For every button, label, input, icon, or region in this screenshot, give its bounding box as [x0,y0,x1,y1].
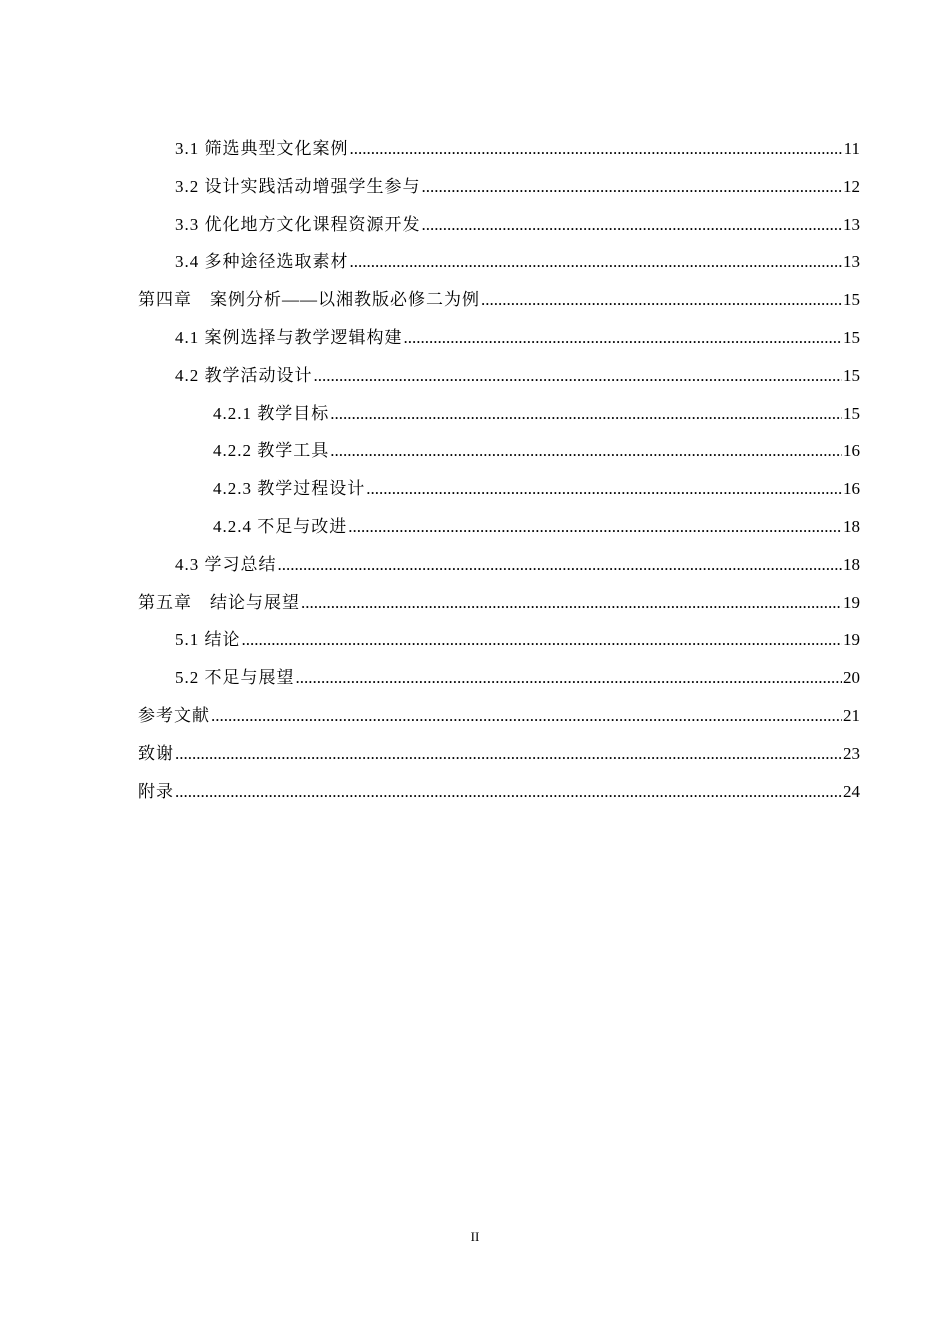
toc-entry-title: 4.3 学习总结 [175,554,277,574]
toc-entry[interactable] [138,440,860,478]
toc-page-number: 15 [843,327,860,347]
toc-dot-leader [175,781,842,803]
toc-entry-title: 4.1 案例选择与教学逻辑构建 [175,327,403,347]
toc-dot-leader [366,478,842,500]
toc-entry-title: 3.2 设计实践活动增强学生参与 [175,176,421,196]
toc-chapter-entry[interactable] [138,781,860,819]
toc-chapter-entry[interactable] [138,705,860,743]
toc-dot-leader [404,327,843,349]
toc-page-number: 16 [843,441,860,461]
toc-page-number: 24 [843,781,860,801]
toc-dot-leader [422,176,843,198]
toc-entry[interactable] [138,365,860,403]
toc-dot-leader [211,705,842,727]
toc-entry[interactable] [138,403,860,441]
toc-entry[interactable] [138,251,860,289]
toc-dot-leader [296,667,843,689]
toc-page-number: 16 [843,479,860,499]
toc-entry[interactable] [138,327,860,365]
toc-page-number: 19 [843,592,860,612]
toc-dot-leader [348,516,842,538]
toc-entry[interactable] [138,138,860,176]
toc-chapter-entry[interactable] [138,592,860,630]
toc-entry[interactable] [138,667,860,705]
toc-dot-leader [175,743,842,765]
toc-dot-leader [242,629,843,651]
toc-entry[interactable] [138,629,860,667]
toc-dot-leader [481,289,842,311]
toc-entry-title: 4.2.2 教学工具 [213,441,330,461]
toc-entry-title: 致谢 [138,743,174,763]
toc-page-number: 12 [843,176,860,196]
toc-page-number: 11 [843,139,860,158]
toc-page-number: 15 [843,365,860,385]
toc-entry-title: 4.2.3 教学过程设计 [213,479,366,499]
toc-entry-title: 第四章 案例分析——以湘教版必修二为例 [138,290,480,310]
toc-chapter-entry[interactable] [138,743,860,781]
toc-entry-title: 参考文献 [138,705,210,725]
toc-page-number: 18 [843,554,860,574]
toc-entry-title: 4.2.1 教学目标 [213,403,330,423]
toc-dot-leader [278,554,843,576]
toc-entry[interactable] [138,516,860,554]
toc-page-number: 15 [843,290,860,310]
toc-entry-title: 5.2 不足与展望 [175,668,295,688]
toc-entry-title: 3.4 多种途径选取素材 [175,252,349,272]
toc-dot-leader [330,403,842,425]
toc-chapter-entry[interactable] [138,289,860,327]
toc-dot-leader [350,138,843,160]
toc-page-number: 23 [843,743,860,763]
toc-dot-leader [330,440,842,462]
toc-entry-title: 第五章 结论与展望 [138,592,300,612]
toc-page-number: 18 [843,516,860,536]
toc-entry-title: 4.2.4 不足与改进 [213,516,348,536]
toc-entry[interactable] [138,214,860,252]
toc-entry[interactable] [138,478,860,516]
toc-dot-leader [422,214,843,236]
toc-page-number: 13 [843,214,860,234]
toc-entry-title: 5.1 结论 [175,630,241,650]
toc-entry-title: 附录 [138,781,174,801]
toc-entry-title: 4.2 教学活动设计 [175,365,313,385]
page-number-footer: II [470,1229,480,1244]
toc-page-number: 15 [843,403,860,423]
toc-page-number: 13 [843,252,860,272]
toc-dot-leader [301,592,842,614]
toc-entry[interactable] [138,176,860,214]
table-of-contents [138,138,860,818]
toc-page-number: 19 [843,630,860,650]
toc-entry-title: 3.3 优化地方文化课程资源开发 [175,214,421,234]
toc-page-number: 20 [843,668,860,688]
toc-dot-leader [350,251,843,273]
toc-page-number: 21 [843,705,860,725]
toc-entry[interactable] [138,554,860,592]
toc-dot-leader [314,365,843,387]
toc-entry-title: 3.1 筛选典型文化案例 [175,139,349,158]
